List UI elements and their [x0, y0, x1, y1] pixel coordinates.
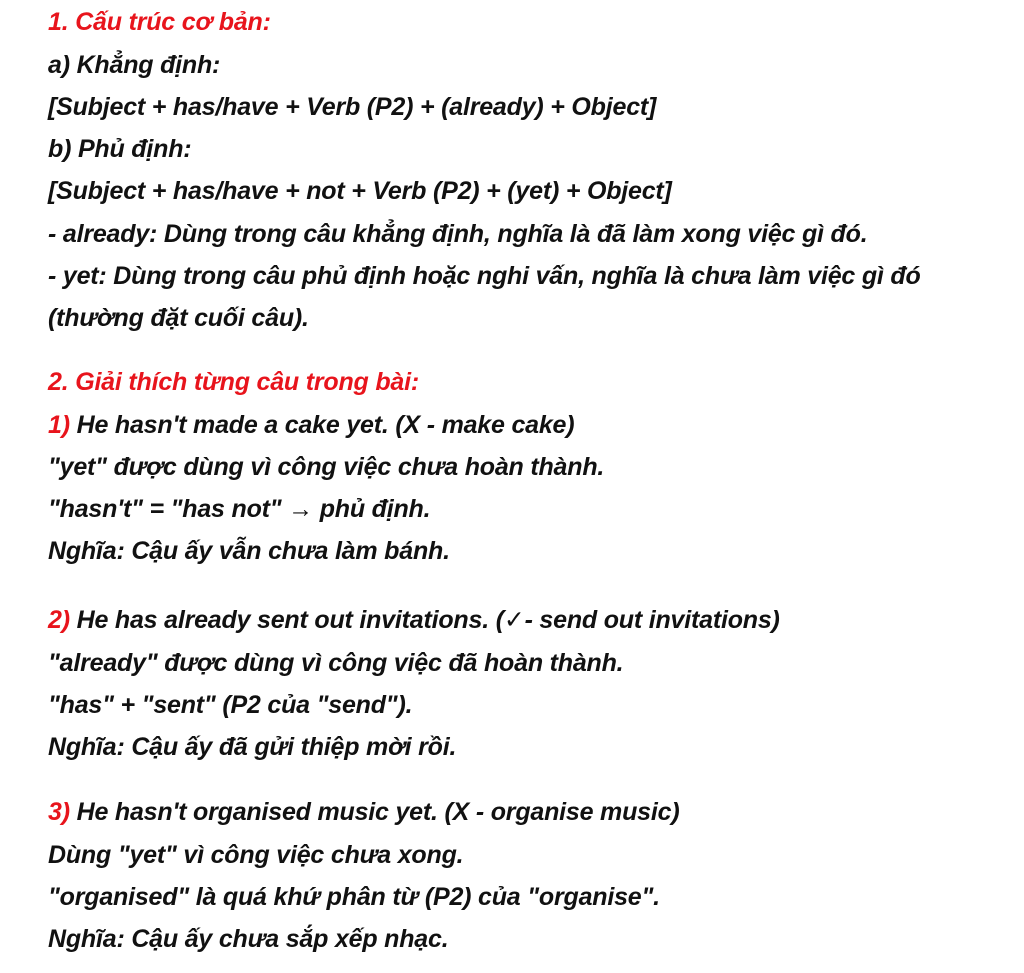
example-2-text: He has already sent out invitations. (✓- send out invitations)	[69, 606, 780, 634]
section-1-heading: 1. Cấu trúc cơ bản:	[48, 8, 271, 36]
example-1-explanation-1: "yet" được dùng vì công việc chưa hoàn thành.	[48, 453, 605, 481]
negative-label: b) Phủ định:	[48, 135, 192, 163]
section-2-heading: 2. Giải thích từng câu trong bài:	[48, 368, 419, 396]
example-3-explanation-1: Dùng "yet" vì công việc chưa xong.	[48, 841, 464, 869]
negative-formula: [Subject + has/have + not + Verb (P2) + (yet) + Object]	[48, 177, 672, 205]
example-1-number: 1)	[48, 411, 70, 439]
example-1-text: He hasn't made a cake yet. (X - make cake)	[69, 411, 575, 439]
example-2-number: 2)	[48, 606, 70, 634]
example-3-meaning: Nghĩa: Cậu ấy chưa sắp xếp nhạc.	[48, 925, 449, 953]
example-1-meaning: Nghĩa: Cậu ấy vẫn chưa làm bánh.	[48, 537, 450, 565]
yet-note-line-1: - yet: Dùng trong câu phủ định hoặc nghi vấn, nghĩa là chưa làm việc gì đó	[48, 262, 921, 290]
example-2-meaning: Nghĩa: Cậu ấy đã gửi thiệp mời rồi.	[48, 733, 457, 761]
example-2-sentence	[48, 604, 780, 636]
already-note: - already: Dùng trong câu khẳng định, nghĩa là đã làm xong việc gì đó.	[48, 220, 868, 248]
example-3-text: He hasn't organised music yet. (X - organise music)	[69, 798, 680, 826]
affirmative-formula: [Subject + has/have + Verb (P2) + (already) + Object]	[48, 93, 657, 121]
example-3-sentence	[48, 796, 679, 828]
example-1-sentence	[48, 409, 574, 441]
example-2-explanation-1: "already" được dùng vì công việc đã hoàn thành.	[48, 649, 624, 677]
example-3-number: 3)	[48, 798, 70, 826]
example-3-explanation-2: "organised" là quá khứ phân từ (P2) của "organise".	[48, 883, 660, 911]
yet-note-line-2: (thường đặt cuối câu).	[48, 304, 309, 332]
affirmative-label: a) Khẳng định:	[48, 51, 221, 79]
example-1-explanation-2: "hasn't" = "has not" → phủ định.	[48, 495, 431, 523]
example-2-explanation-2: "has" + "sent" (P2 của "send").	[48, 691, 413, 719]
